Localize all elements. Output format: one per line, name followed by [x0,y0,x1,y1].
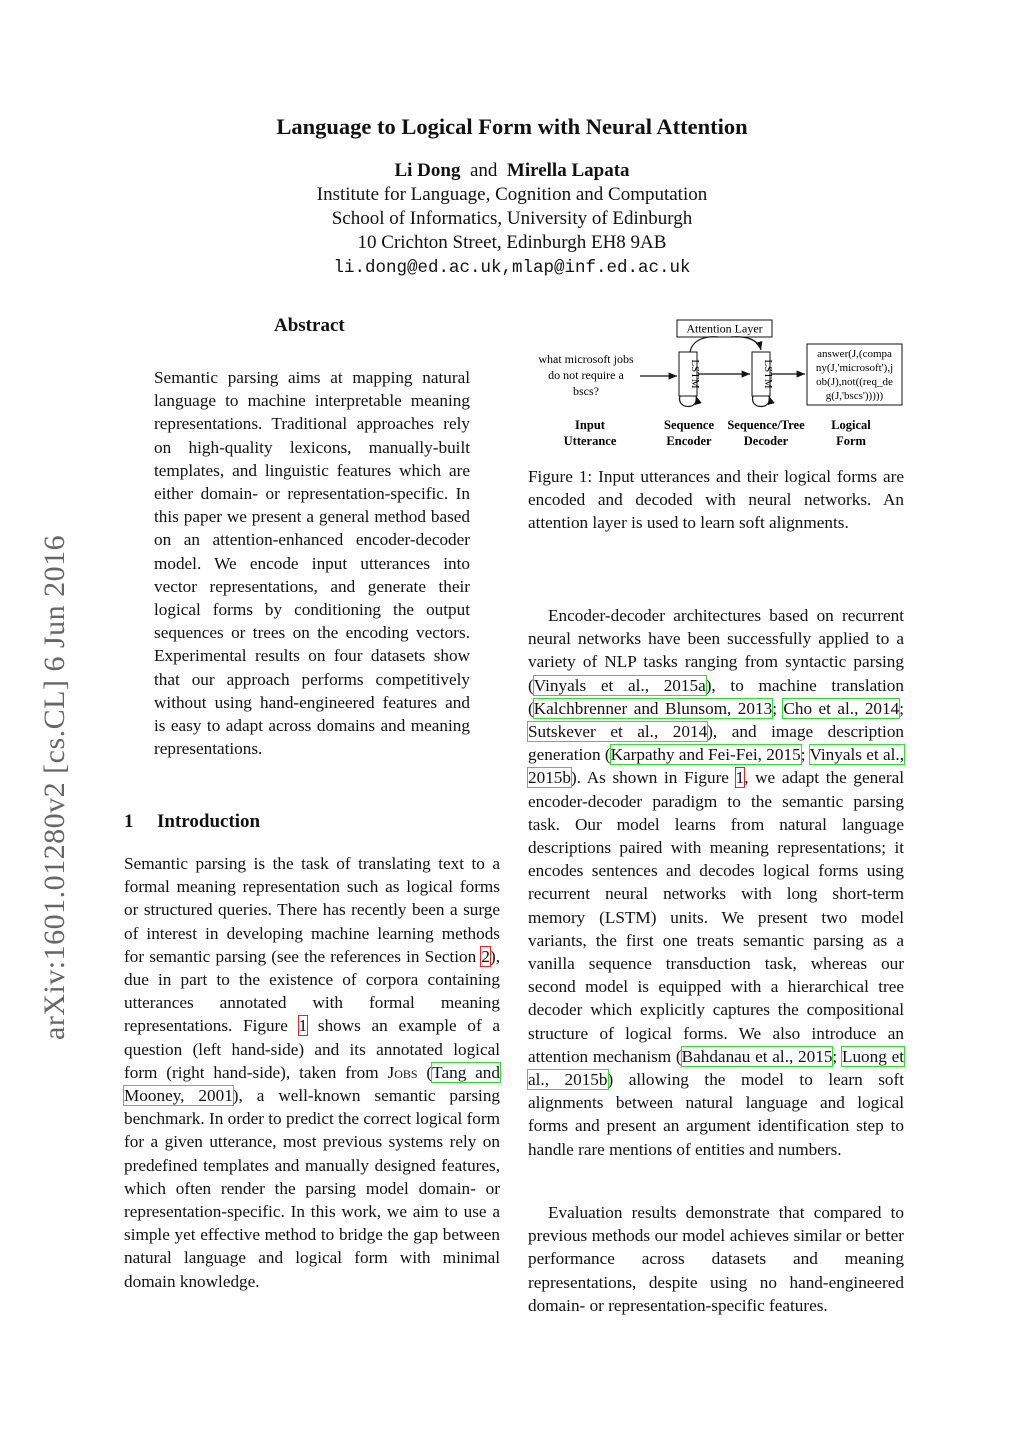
input-utterance-line-1: what microsoft jobs [538,352,634,366]
citation-vinyals-2015b[interactable]: Vinyals et al., 2015b [528,745,905,788]
body-text-part: , we adapt the general encoder-decoder paradigm to the semantic parsing task. Our model learns from natural language descriptions paired with meaning representations; it encodes sentences and decodes logical forms using recurrent neural networks with long short-term memory (LSTM) units. We present two model variants, the first one treats semantic parsing as a vanilla sequence transduction task, whereas our second model is equipped with a hierarchical tree decoder which explicitly captures the compositional structure of logical forms. We also introduce an attention mechanism ( [528,768,904,1066]
body-text-part: ), and image description generation ( [528,722,905,765]
right-paragraph-2: Evaluation results demonstrate that compared to previous methods our model achieves similar or better performance across datasets and meaning representations, despite using no hand-engineered domain- or representation-specific features. [528,1203,904,1315]
label-form: Form [836,434,866,448]
citation-kalchbrenner[interactable]: Kalchbrenner and Blunsom, 2013 [533,698,773,718]
citation-separator: ; [800,745,810,765]
citation-cho[interactable]: Cho et al., 2014 [783,698,900,718]
body-text-part: Encoder-decoder architectures based on recurrent neural networks have been successfully applied to a variety of NLP tasks ranging from syntactic parsing ( [528,606,904,695]
paper-title: Language to Logical Form with Neural Attention [276,114,748,139]
figure-1-diagram [528,316,908,456]
figure-1 [528,316,908,456]
intro-text-part: ), a well-known semantic parsing benchmark. In order to predict the correct logical form for a given utterance, most previous systems rely on predefined templates and manually designed features, which often render the parsing model domain- or representation-specific. In this work, we aim to use a simple yet effective method to bridge the gap between natural language and logical form with minimal domain knowledge. [124,1086,501,1291]
label-decoder: Decoder [743,434,789,448]
citation-tang-mooney[interactable]: Tang and Mooney, 2001 [124,1062,500,1106]
label-sequence-tree: Sequence/Tree [727,418,805,432]
label-encoder: Encoder [666,434,712,448]
label-utterance: Utterance [563,434,617,448]
arxiv-identifier: arXiv:1601.01280v2 [cs.CL] 6 Jun 2016 [38,534,71,1040]
body-text-part: ) allowing the model to learn soft alignments between natural language and logical forms and present an argument identification step to handle rare mentions of entities and numbers. [528,1070,904,1159]
intro-text-part: Semantic parsing is the task of translating text to a formal meaning representation such as logical forms or structured queries. There has recently been a surge of interest in developing machine learning methods for semantic parsing (see the references in Section [124,854,500,966]
arrow-encoder-to-attention [690,337,718,352]
citation-vinyals-2015a[interactable]: Vinyals et al., 2015a [533,675,706,695]
citation-bahdanau[interactable]: Bahdanau et al., 2015 [681,1046,833,1066]
affiliation-institute: Institute for Language, Cognition and Computation [316,184,708,205]
body-text-part: ). As shown in Figure [570,768,736,788]
figure-1-link[interactable]: 1 [298,1016,308,1036]
authors-line [0,160,1024,182]
logical-form-line-1: answer(J,(compa [817,348,892,360]
abstract-heading: Abstract [274,315,345,336]
author-second: Mirella Lapata [506,160,630,181]
logical-form-line-2: ny(J,'microsoft'),j [815,362,894,374]
label-sequence-enc: Sequence [664,418,714,432]
intro-title: Introduction [157,811,261,832]
citation-separator: ; [772,698,784,718]
intro-heading [124,811,260,833]
affiliation-address: 10 Crichton Street, Edinburgh EH8 9AB [357,232,667,253]
intro-paragraph [124,852,500,1293]
label-input: Input [575,418,605,432]
intro-text-part: shows an example of a question (left hand-side) and its annotated logical form (right hand-side), taken from [124,1016,500,1082]
attention-layer-label: Attention Layer [686,321,763,336]
arrow-attention-to-decoder [731,337,761,350]
figure-1-caption: Figure 1: Input utterances and their logical forms are encoded and decoded with neural networks. An attention layer is used to learn soft alignments. [528,467,904,533]
author-conjunction: and [469,160,498,181]
intro-text-part: ), due in part to the existence of corpora containing utterances annotated with formal meaning representations. Figure [124,946,500,1036]
label-logical: Logical [831,418,871,432]
citation-karpathy[interactable]: Karpathy and Fei-Fei, 2015 [610,745,801,765]
jobs-dataset-name: Jobs [387,1062,418,1082]
right-paragraph-1 [528,604,904,1161]
citation-separator: ; [899,698,904,718]
citation-sutskever[interactable]: Sutskever et al., 2014 [528,722,708,742]
lstm-encoder-label: LSTM [689,359,701,389]
lstm-decoder-label: LSTM [762,359,774,389]
body-text-part: ), to machine translation ( [528,675,904,718]
author-first: Li Dong [394,160,461,181]
author-emails: li.dong@ed.ac.uk,mlap@inf.ed.ac.uk [333,258,691,278]
intro-text-part: ( [417,1062,433,1082]
citation-luong[interactable]: Luong et al., 2015b [528,1046,904,1090]
logical-form-line-4: g(J,'bscs'))))) [825,390,884,402]
encoder-recurrence-loop [680,396,697,407]
abstract-text: Semantic parsing aims at mapping natural language to machine interpretable meaning representations. Traditional approaches rely on high-quality lexicons, manually-built templates, and linguistic features which are either domain- or representation-specific. In this paper we present a general method based on an attention-enhanced encoder-decoder model. We encode input utterances into vector representations, and generate their logical forms by conditioning the output sequences or trees on the encoding vectors. Experimental results on four datasets show that our approach performs competitively without using hand-engineered features and is easy to adapt across domains and meaning representations. [154,368,470,759]
section-2-link[interactable]: 2 [481,946,490,966]
intro-number: 1 [124,811,134,832]
input-utterance-line-3: bscs? [573,384,599,398]
input-utterance-line-2: do not require a [548,368,624,382]
figure-1-link[interactable]: 1 [735,768,745,788]
logical-form-line-3: ob(J),not((req_de [816,376,893,388]
affiliation-school: School of Informatics, University of Edinburgh [331,208,693,229]
citation-separator: ; [832,1046,842,1066]
decoder-recurrence-loop [753,396,770,407]
